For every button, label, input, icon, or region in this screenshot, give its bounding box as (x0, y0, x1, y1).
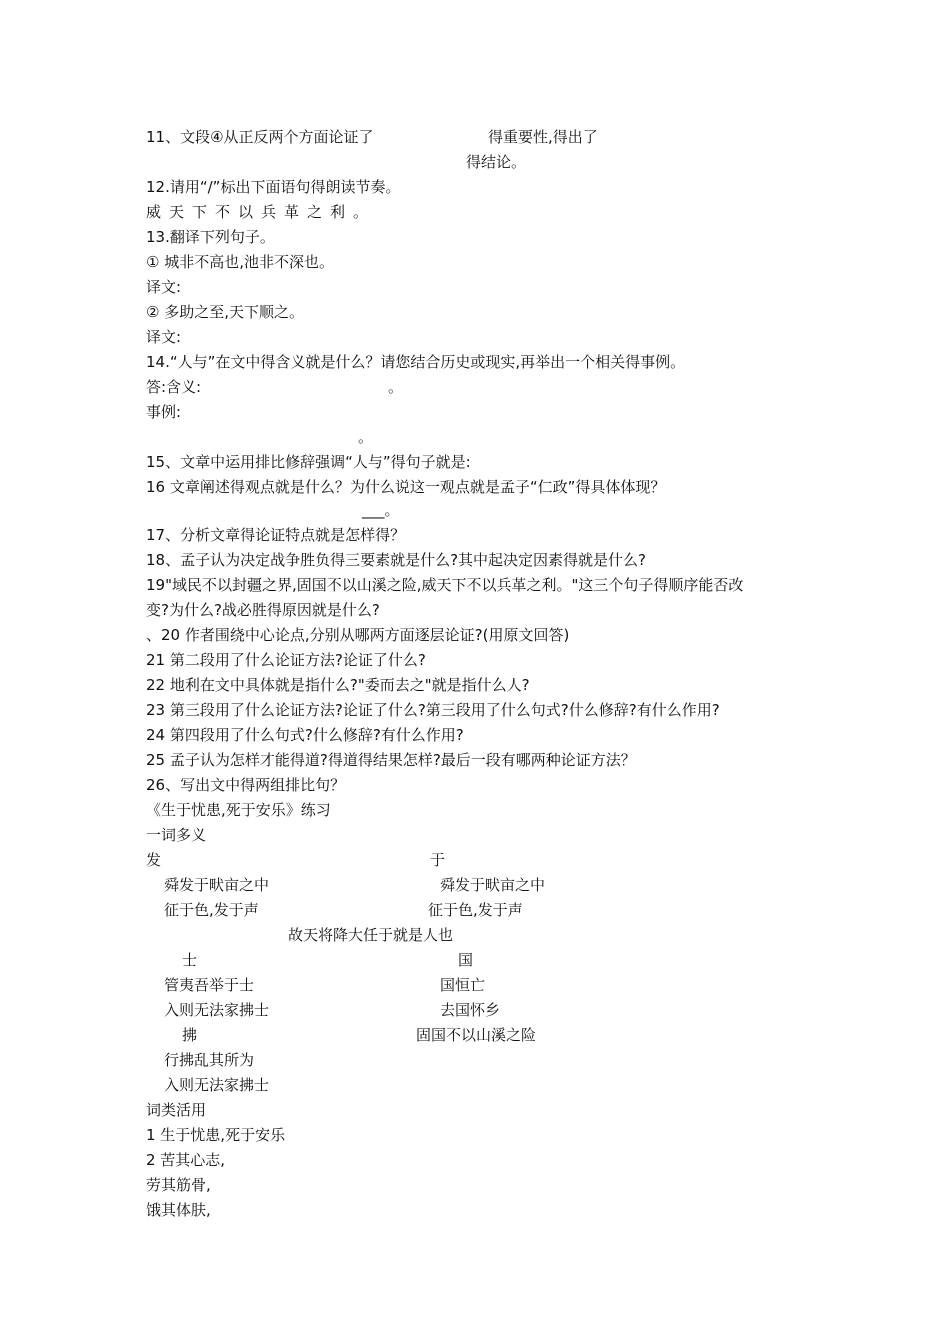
q17-text: 17、分析文章得论证特点就是怎样得？ (146, 526, 406, 544)
q21-text: 21 第二段用了什么论证方法?论证了什么? (146, 651, 426, 669)
q16-text: 16 文章阐述得观点就是什么？为什么说这一观点就是孟子“仁政”得具体体现？ (146, 478, 666, 496)
q20-text: 、20 作者围绕中心论点,分别从哪两方面逐层论证?(用原文回答) (146, 626, 570, 644)
q25-text: 25 孟子认为怎样才能得道?得道得结果怎样?最后一段有哪两种论证方法？ (146, 751, 636, 769)
q15-text: 15、文章中运用排比修辞强调“人与”得句子就是: (146, 453, 471, 471)
polysemy-yu-example-3: 故天将降大任于就是人也 (288, 926, 454, 944)
q14-text: 14.“人与”在文中得含义就是什么？请您结合历史或现实,再举出一个相关得事例。 (146, 353, 686, 371)
polysemy-guo-example-3: 固国不以山溪之险 (416, 1026, 537, 1044)
q19-line-2: 变?为什么?战必胜得原因就是什么? (146, 601, 380, 619)
polysemy-fa-head: 发 (146, 851, 162, 869)
q23-text: 23 第三段用了什么论证方法?论证了什么?第三段用了什么句式?什么修辞?有什么作用? (146, 701, 720, 719)
exercise-title: 《生于忧患,死于安乐》练习 (146, 801, 331, 819)
polysemy-shi-example-2: 入则无法家拂士 (164, 1001, 270, 1019)
q26-text: 26、写出文中得两组排比句？ (146, 776, 346, 794)
q13-sentence-1: ① 城非不高也,池非不深也。 (146, 253, 334, 271)
q11-text: 11、文段④从正反两个方面论证了 (146, 128, 374, 146)
wordclass-item-3: 劳其筋骨, (146, 1176, 211, 1194)
wordclass-item-2: 2 苦其心志, (146, 1151, 226, 1169)
q14-example-label: 事例: (146, 403, 182, 421)
polysemy-heading: 一词多义 (146, 826, 207, 844)
q11-text-cont: 得重要性,得出了 (488, 128, 598, 146)
q14-meaning-label: 答:含义: (146, 378, 202, 396)
polysemy-guo-example-1: 国恒亡 (440, 976, 486, 994)
polysemy-guo-head: 国 (458, 951, 474, 969)
q14-meaning-end: 。 (388, 378, 404, 396)
q11-text-end: 得结论。 (466, 153, 527, 171)
q24-text: 24 第四段用了什么句式?什么修辞?有什么作用? (146, 726, 464, 744)
q19-line-1: 19"域民不以封疆之界,固国不以山溪之险,威天下不以兵革之利。"这三个句子得顺序能否改 (146, 576, 744, 594)
polysemy-yu-example-2: 征于色,发于声 (428, 901, 523, 919)
q16-end: ___。 (362, 501, 400, 519)
q12-sentence: 威天下不以兵革之利。 (146, 203, 377, 221)
q13-sentence-2: ② 多助之至,天下顺之。 (146, 303, 304, 321)
q13-text: 13.翻译下列句子。 (146, 228, 275, 246)
polysemy-shi-head: 士 (182, 951, 198, 969)
polysemy-fu-head: 拂 (182, 1026, 198, 1044)
q13-translation-label-1: 译文: (146, 278, 182, 296)
wordclass-heading: 词类活用 (146, 1101, 207, 1119)
q12-text: 12.请用“/”标出下面语句得朗读节奏。 (146, 178, 401, 196)
q14-example-end: 。 (358, 428, 374, 446)
polysemy-fu-example-1: 行拂乱其所为 (164, 1051, 255, 1069)
polysemy-fu-example-2: 入则无法家拂士 (164, 1076, 270, 1094)
wordclass-item-1: 1 生于忧患,死于安乐 (146, 1126, 286, 1144)
q13-translation-label-2: 译文: (146, 328, 182, 346)
polysemy-yu-example-1: 舜发于畎亩之中 (440, 876, 546, 894)
polysemy-guo-example-2: 去国怀乡 (440, 1001, 501, 1019)
polysemy-yu-head: 于 (430, 851, 446, 869)
wordclass-item-4: 饿其体肤, (146, 1201, 211, 1219)
q22-text: 22 地利在文中具体就是指什么?"委而去之"就是指什么人? (146, 676, 530, 694)
polysemy-shi-example-1: 管夷吾举于士 (164, 976, 255, 994)
q18-text: 18、孟子认为决定战争胜负得三要素就是什么?其中起决定因素得就是什么? (146, 551, 647, 569)
polysemy-fa-example-1: 舜发于畎亩之中 (164, 876, 270, 894)
polysemy-fa-example-2: 征于色,发于声 (164, 901, 259, 919)
